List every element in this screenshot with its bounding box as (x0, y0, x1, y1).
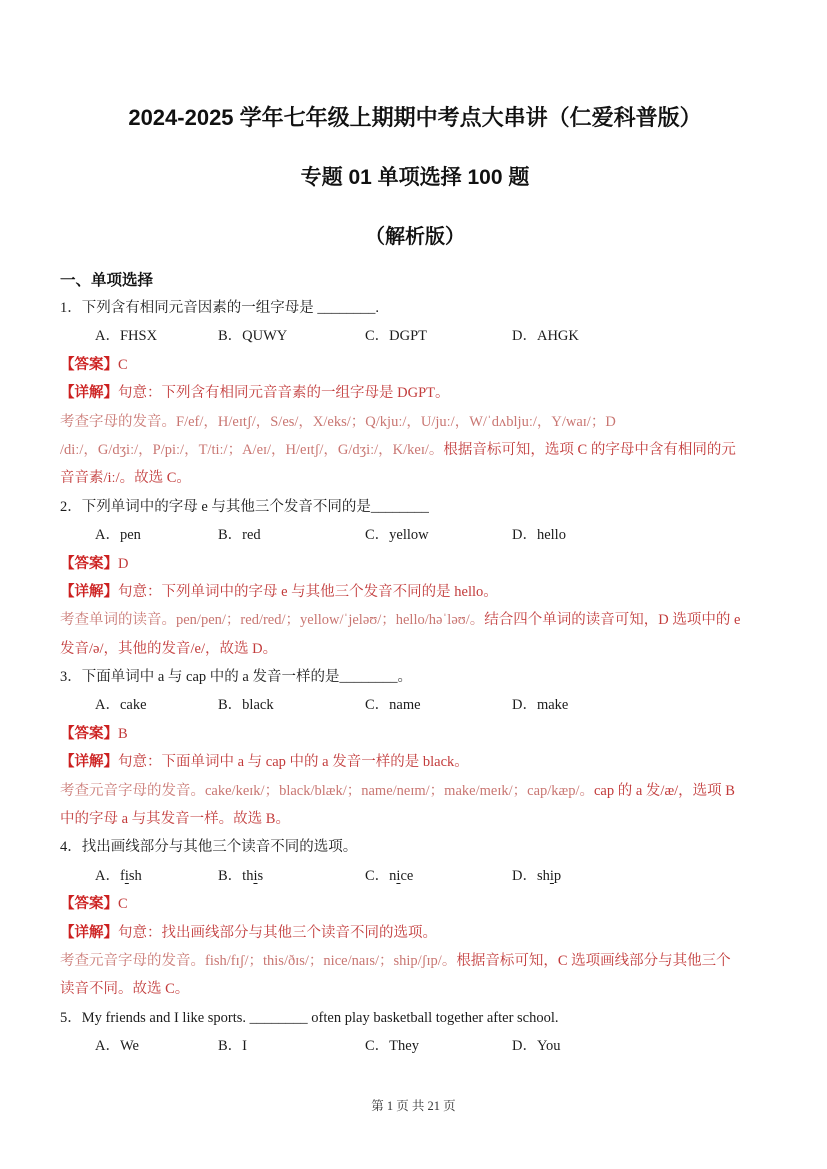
option-c (365, 691, 512, 719)
option-label: B．red (218, 527, 261, 544)
explanation-line (60, 408, 770, 436)
question-1 (60, 294, 770, 493)
option-label: C．DGPT (365, 328, 428, 345)
options-row (60, 862, 770, 890)
detail-text: 考查单词的读音。pen/pen/；red/red/；yellow/ˈjeləʊ/；hello/həˈləʊ/。 (60, 612, 485, 629)
answer-line (60, 890, 770, 918)
explanation-line (60, 379, 770, 407)
option-label: D．make (512, 697, 569, 714)
answer-value: B (118, 725, 128, 742)
document-content (60, 0, 770, 1061)
detail-intro: 句意：下列含有相同元音音素的一组字母是 DGPT。 (118, 385, 450, 402)
explanation-line (60, 578, 770, 606)
option-label: A．We (95, 1038, 139, 1055)
explanation-line (60, 777, 770, 805)
detail-text: 根据音标可知，选项 C 的字母中含有相同的元 (443, 441, 736, 458)
option-b (218, 322, 365, 350)
option-c (365, 1032, 512, 1060)
answer-label: 【答案】 (60, 725, 118, 742)
option-underlined-part: i (396, 867, 401, 884)
option-d (512, 691, 770, 719)
explanation-line (60, 947, 770, 975)
question-stem: 4．找出画线部分与其他三个读音不同的选项。 (60, 839, 358, 856)
detail-text: 考查元音字母的发音。fish/fɪʃ/；this/ðɪs/；nice/naɪs/；ship/ʃɪp/。 (60, 952, 457, 969)
section-heading: 一、单项选择 (60, 272, 154, 289)
detail-label: 【详解】 (60, 583, 118, 600)
options-row (60, 691, 770, 719)
answer-line (60, 351, 770, 379)
answer-line (60, 550, 770, 578)
detail-text: 发音/ə/，其他的发音/e/，故选 D。 (60, 640, 278, 657)
answer-value: D (118, 555, 129, 572)
option-a (95, 862, 218, 890)
document-title: 2024-2025 学年七年级上期期中考点大串讲（仁爱科普版） (128, 105, 702, 130)
option-label: B．th (218, 867, 254, 884)
option-d (512, 521, 770, 549)
detail-text: 考查元音字母的发音。cake/keɪk/；black/blæk/；name/neɪm/；make/meɪk/；cap/kæp/。 (60, 782, 594, 799)
question-stem: 2．下列单词中的字母 e 与其他三个发音不同的是________ (60, 498, 429, 515)
option-a (95, 691, 218, 719)
answer-line (60, 720, 770, 748)
detail-label: 【详解】 (60, 385, 118, 402)
option-b (218, 862, 365, 890)
document-subtitle: 专题 01 单项选择 100 题 (300, 166, 530, 189)
question-4 (60, 833, 770, 1003)
option-b (218, 691, 365, 719)
option-label: A．FHSX (95, 328, 158, 345)
options-row (60, 322, 770, 350)
detail-intro: 句意：找出画线部分与其他三个读音不同的选项。 (118, 924, 437, 941)
detail-text: 根据音标可知，C 选项画线部分与其他三个 (456, 952, 731, 969)
option-label: B．black (218, 697, 274, 714)
question-5 (60, 1004, 770, 1061)
option-rest: s (257, 867, 264, 884)
answer-label: 【答案】 (60, 356, 118, 373)
option-d (512, 1032, 770, 1060)
option-label: D．AHGK (512, 328, 579, 345)
option-label: C．yellow (365, 527, 429, 544)
option-b (218, 521, 365, 549)
option-a (95, 322, 218, 350)
detail-label: 【详解】 (60, 754, 118, 771)
answer-value: C (118, 356, 128, 373)
answer-label: 【答案】 (60, 555, 118, 572)
question-stem: 3．下面单词中 a 与 cap 中的 a 发音一样的是________。 (60, 669, 412, 686)
option-b (218, 1032, 365, 1060)
option-underlined-part: i (124, 867, 129, 884)
option-label: D．You (512, 1038, 561, 1055)
explanation-line (60, 748, 770, 776)
document-edition: （解析版） (365, 226, 465, 248)
option-rest: ce (400, 867, 414, 884)
option-c (365, 521, 512, 549)
options-row (60, 1032, 770, 1060)
detail-text: 读音不同。故选 C。 (60, 981, 190, 998)
detail-text: cap 的 a 发/æ/，选项 B (594, 782, 735, 799)
detail-text: /diː/，G/dʒiː/，P/piː/，T/tiː/；A/eɪ/，H/eɪtʃ/，G/dʒiː/，K/keɪ/。 (60, 441, 444, 458)
option-label: B．QUWY (218, 328, 288, 345)
detail-label: 【详解】 (60, 924, 118, 941)
explanation-line (60, 975, 770, 1003)
option-c (365, 862, 512, 890)
option-a (95, 1032, 218, 1060)
explanation-line (60, 436, 770, 464)
detail-text: 考查字母的发音。F/ef/，H/eɪtʃ/，S/es/，X/eks/；Q/kjuː/，U/juː/，W/ˈdʌbljuː/，Y/waɪ/；D (60, 413, 616, 430)
option-label: A．f (95, 867, 125, 884)
detail-intro: 句意：下列单词中的字母 e 与其他三个发音不同的是 hello。 (118, 583, 498, 600)
question-stem: 1．下列含有相同元音因素的一组字母是 ________. (60, 300, 379, 316)
option-a (95, 521, 218, 549)
option-label: A．pen (95, 527, 141, 544)
option-label: C．They (365, 1038, 419, 1055)
question-stem: 5．My friends and I like sports. ________ often play basketball together after school. (60, 1009, 559, 1026)
option-label: C．name (365, 697, 421, 714)
option-rest: sh (128, 867, 142, 884)
question-2 (60, 493, 770, 663)
option-label: D．hello (512, 527, 566, 544)
option-c (365, 322, 512, 350)
option-label: B．I (218, 1038, 247, 1055)
options-row (60, 521, 770, 549)
option-label: D．sh (512, 867, 550, 884)
option-underlined-part: i (253, 867, 258, 884)
explanation-line (60, 919, 770, 947)
answer-label: 【答案】 (60, 896, 118, 913)
option-label: A．cake (95, 697, 147, 714)
option-d (512, 862, 770, 890)
answer-value: C (118, 896, 128, 913)
explanation-line (60, 606, 770, 634)
option-label: C．n (365, 867, 397, 884)
option-underlined-part: i (549, 867, 554, 884)
question-3 (60, 663, 770, 833)
option-d (512, 322, 770, 350)
detail-text: 结合四个单词的读音可知，D 选项中的 e (484, 612, 741, 629)
detail-intro: 句意：下面单词中 a 与 cap 中的 a 发音一样的是 black。 (118, 754, 469, 771)
detail-text: 中的字母 a 与其发音一样。故选 B。 (60, 811, 290, 828)
detail-text: 音音素/iː/。故选 C。 (60, 470, 191, 487)
option-rest: p (553, 867, 562, 884)
explanation-line (60, 635, 770, 663)
explanation-line (60, 805, 770, 833)
explanation-line (60, 464, 770, 492)
page-number: 第 1 页 共 21 页 (371, 1099, 456, 1113)
